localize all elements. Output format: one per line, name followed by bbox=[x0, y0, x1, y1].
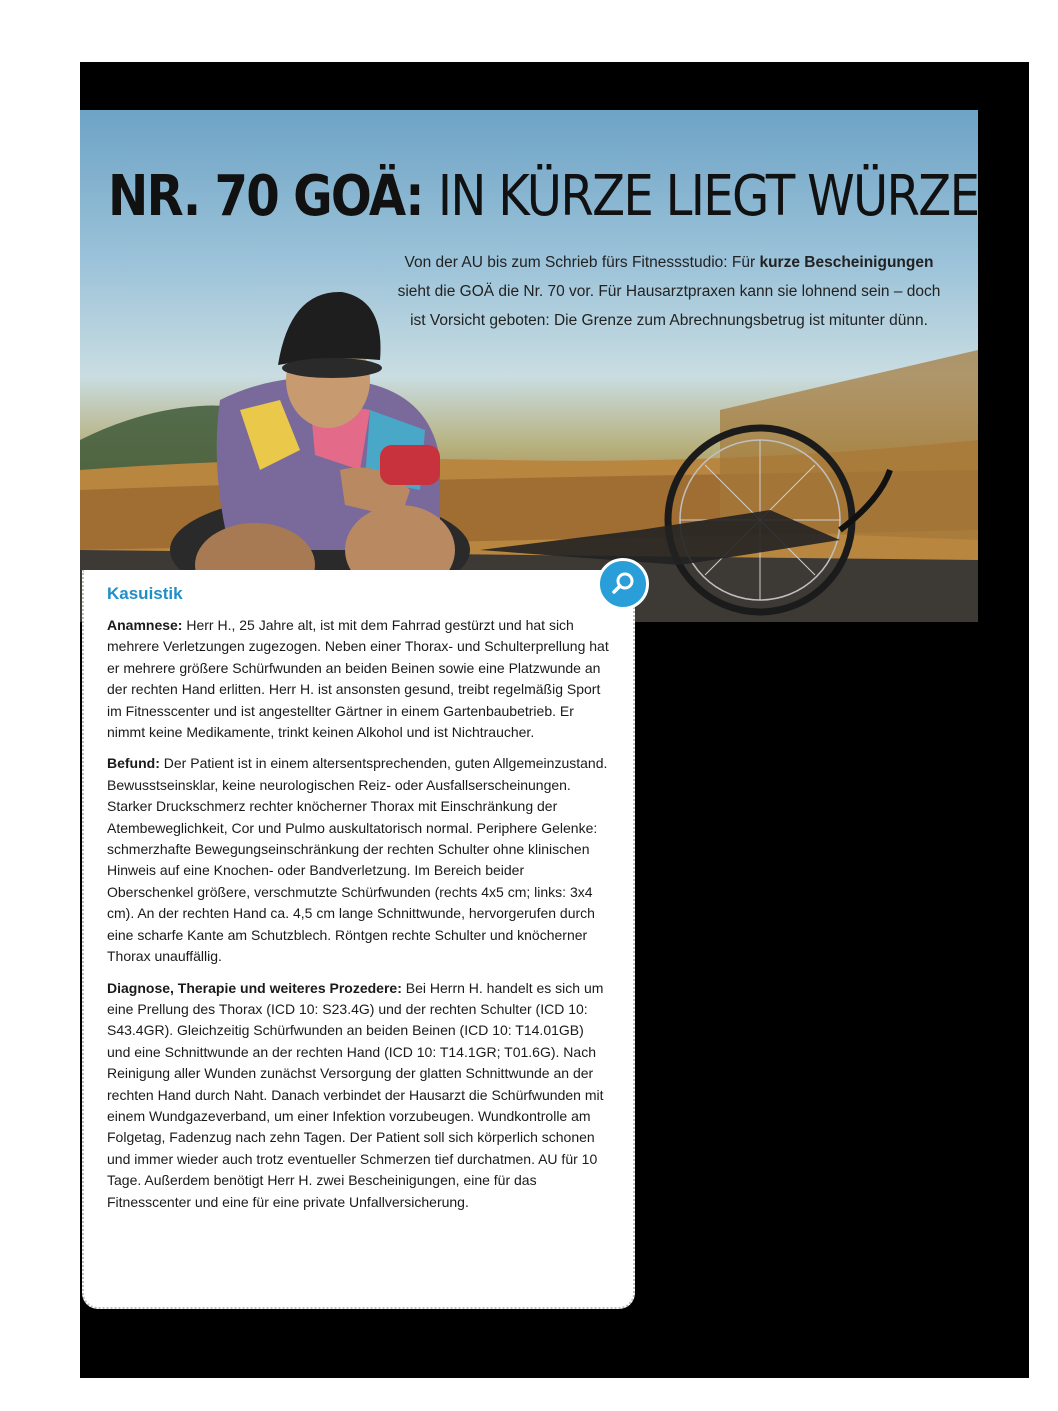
anamnese-paragraph bbox=[107, 615, 609, 743]
case-study-box bbox=[82, 570, 635, 1309]
title-bold-part: NR. 70 GOÄ: bbox=[108, 164, 423, 229]
page-title bbox=[108, 162, 978, 232]
intro-part-1: Von der AU bis zum Schrieb fürs Fitnessstudio: Für bbox=[404, 254, 760, 271]
hero-photo bbox=[80, 110, 978, 622]
anamnese-label: Anamnese: bbox=[107, 617, 183, 633]
befund-text: Der Patient ist in einem altersentsprechenden, guten Allgemeinzustand. Bewusstseinsklar, keine neurologischen Reiz- oder Ausfallserscheinungen. Starker Druckschmerz rechter knöcherner Thorax mit Einschränkung der Atembeweglichkeit, Cor und Pulmo auskultatorisch normal. Periphere Gelenke: schmerzhafte Bewegungseinschränkung der rechten Schulter ohne klinischen Hinweis auf eine Knochen- oder Bandverletzung. Im Bereich beider Oberschenkel größere, verschmutzte Schürfwunden (rechts 4x5 cm; links: 3x4 cm). An der rechten Hand ca. 4,5 cm lange Schnittwunde, hervorgerufen durch eine scharfe Kante am Schutzblech. Röntgen rechte Schulter und knöcherner Thorax unauffällig. bbox=[107, 755, 608, 965]
befund-label: Befund: bbox=[107, 755, 160, 772]
intro-bold: kurze Bescheinigungen bbox=[759, 254, 934, 271]
diagnose-text: Bei Herrn H. handelt es sich um eine Prellung des Thorax (ICD 10: S23.4G) und der rechten Schulter (ICD 10: S43.4GR). Gleichzeitig Schürfwunden an beiden Beinen (ICD 10: T14.01GB) und eine Schnittwunde an der rechten Hand (ICD 10: T14.1GR; T01.6G). Nach Reinigung aller Wunden zunächst Versorgung der glatten Schnittwunde an der rechten Hand durch Naht. Danach verbindet der Hausarzt die Schürfwunden mit einem Wundgazeverband, um einer Infektion vorzubeugen. Wundkontrolle am Folgetag, Fadenzug nach zehn Tagen. Der Patient soll sich körperlich schonen und immer wieder auch trotz eventueller Schmerzen tief durchatmen. AU für 10 Tage. Außerdem benötigt Herr H. zwei Bescheinigungen, eine für das Fitnesscenter und eine für eine private Unfallversicherung. bbox=[107, 979, 604, 1210]
befund-paragraph bbox=[107, 753, 609, 967]
diagnose-paragraph bbox=[107, 978, 609, 1213]
magazine-page bbox=[80, 62, 1029, 1378]
magnifier-icon bbox=[609, 570, 637, 598]
zoom-button[interactable] bbox=[597, 558, 649, 610]
diagnose-label: Diagnose, Therapie und weiteres Prozedere: bbox=[107, 979, 402, 996]
anamnese-text: Herr H., 25 Jahre alt, ist mit dem Fahrrad gestürzt und hat sich mehrere Verletzungen zugezogen. Neben einer Thorax- und Schulterprellung hat er mehrere größere Schürfwunden an beiden Beinen sowie eine Platzwunde an der rechten Hand erlitten. Herr H. ist ansonsten gesund, treibt regelmäßig Sport im Fitnesscenter und ist angestellter Gärtner in einem Gartenbaubetrieb. Er nimmt keine Medikamente, trinkt keinen Alkohol und ist Nichtraucher. bbox=[107, 617, 609, 741]
intro-text bbox=[395, 248, 943, 335]
title-light-part: IN KÜRZE LIEGT WÜRZE bbox=[437, 164, 978, 229]
intro-part-2: sieht die GOÄ die Nr. 70 vor. Für Hausarztpraxen kann sie lohnend sein – doch ist Vorsicht geboten: Die Grenze zum Abrechnungsbetrug ist mitunter dünn. bbox=[397, 283, 941, 329]
case-title: Kasuistik bbox=[107, 584, 183, 603]
